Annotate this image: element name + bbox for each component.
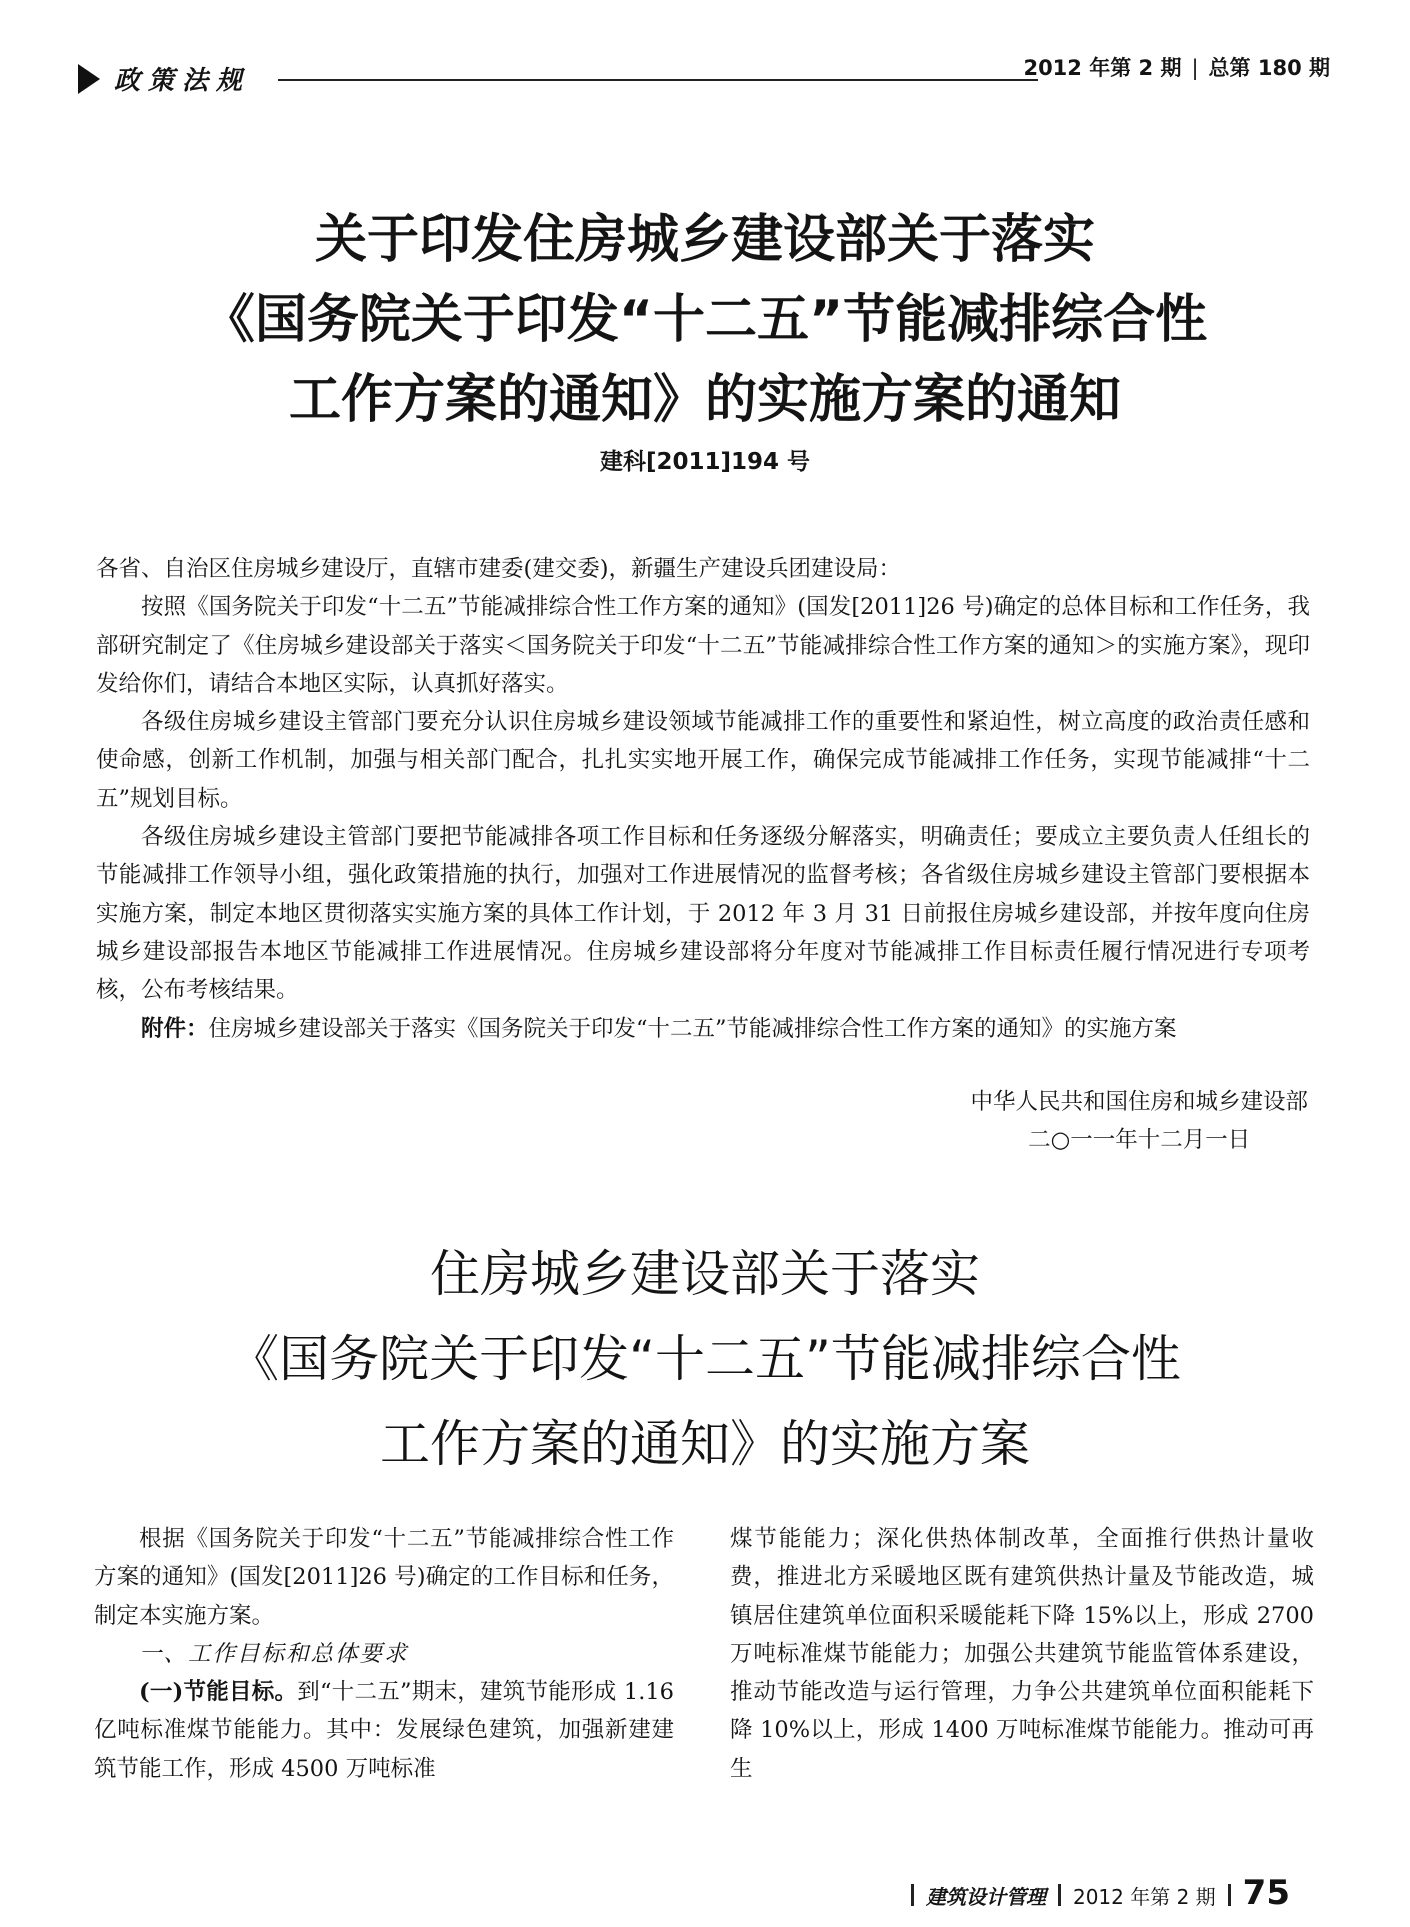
footer-divider bbox=[1058, 1884, 1061, 1906]
notice-title-line: 关于印发住房城乡建设部关于落实 bbox=[314, 210, 1095, 270]
section-arrow-icon bbox=[78, 64, 100, 94]
footer-issue: 2012 年第 2 期 bbox=[1072, 1885, 1216, 1909]
addressee: 各省、自治区住房城乡建设厅，直辖市建委(建交委)，新疆生产建设兵团建设局： bbox=[96, 556, 902, 582]
attachment-note bbox=[96, 1010, 1310, 1048]
footer-divider bbox=[911, 1884, 914, 1906]
page-number: 75 bbox=[1242, 1873, 1290, 1913]
notice-title-line: 工作方案的通知》的实施方案的通知 bbox=[288, 370, 1121, 430]
plan-title-line: 工作方案的通知》的实施方案 bbox=[380, 1415, 1030, 1473]
issue-label: 2012 年第 2 期 bbox=[1023, 56, 1182, 80]
plan-intro: 根据《国务院关于印发“十二五”节能减排综合性工作方案的通知》(国发[2011]26 号)确定的工作目标和任务，制定本实施方案。 bbox=[94, 1526, 674, 1629]
plan-title-line: 住房城乡建设部关于落实 bbox=[430, 1245, 980, 1303]
notice-title-line: 《国务院关于印发“十二五”节能减排综合性 bbox=[202, 290, 1208, 350]
issue-separator: | bbox=[1191, 56, 1199, 80]
notice-paragraph: 各级住房城乡建设主管部门要充分认识住房城乡建设领域节能减排工作的重要性和紧迫性，树立高度的政治责任感和使命感，创新工作机制，加强与相关部门配合，扎扎实实地开展工作，确保完成节能减排工作任务，实现节能减排“十二五”规划目标。 bbox=[96, 709, 1310, 812]
attachment-text: 住房城乡建设部关于落实《国务院关于印发“十二五”节能减排综合性工作方案的通知》的实施方案 bbox=[208, 1015, 1177, 1042]
section-title: 政策法规 bbox=[114, 66, 251, 96]
total-issue-label: 总第 180 期 bbox=[1208, 56, 1330, 80]
goal-paragraph bbox=[94, 1673, 674, 1788]
plan-title bbox=[0, 1232, 1410, 1487]
page-footer bbox=[905, 1870, 1290, 1913]
sign-date: 二○一一年十二月一日 bbox=[1028, 1127, 1251, 1154]
goal-text: 到“十二五”期末，建筑节能形成 1.16 亿吨标准煤节能能力。其中：发展绿色建筑，加强新建建筑节能工作，形成 4500 万吨标准 bbox=[94, 1679, 674, 1782]
issue-info bbox=[1023, 52, 1330, 82]
section-heading: 一、工作目标和总体要求 bbox=[139, 1640, 409, 1667]
notice-body bbox=[96, 550, 1310, 1048]
notice-title bbox=[0, 200, 1410, 440]
plan-right-column bbox=[730, 1520, 1314, 1788]
magazine-name: 建筑设计管理 bbox=[925, 1885, 1046, 1909]
plan-title-line: 《国务院关于印发“十二五”节能减排综合性 bbox=[229, 1330, 1181, 1388]
goal-label: (一)节能目标。 bbox=[139, 1679, 298, 1706]
continued-paragraph: 煤节能能力；深化供热体制改革，全面推行供热计量收费，推进北方采暖地区既有建筑供热计量及节能改造，城镇居住建筑单位面积采暖能耗下降 15%以上，形成 2700 万吨标准煤节能能力；加强公共建筑节能监管体系建设，推动节能改造与运行管理，力争公共建筑单位面积能耗下降 10%以上，形成 1400 万吨标准煤节能能力。推动可再生 bbox=[730, 1526, 1314, 1782]
signer: 中华人民共和国住房和城乡建设部 bbox=[970, 1089, 1308, 1115]
signature-block bbox=[970, 1083, 1308, 1160]
header-rule bbox=[278, 79, 1038, 81]
plan-left-column bbox=[94, 1520, 674, 1788]
notice-paragraph: 按照《国务院关于印发“十二五”节能减排综合性工作方案的通知》(国发[2011]26 号)确定的总体目标和工作任务，我部研究制定了《住房城乡建设部关于落实＜国务院关于印发“十二五”节能减排综合性工作方案的通知＞的实施方案》，现印发给你们，请结合本地区实际，认真抓好落实。 bbox=[96, 594, 1310, 697]
page-header bbox=[78, 48, 1330, 96]
attachment-label: 附件： bbox=[141, 1015, 209, 1042]
notice-paragraph: 各级住房城乡建设主管部门要把节能减排各项工作目标和任务逐级分解落实，明确责任；要成立主要负责人任组长的节能减排工作领导小组，强化政策措施的执行，加强对工作进展情况的监督考核；各省级住房城乡建设主管部门要根据本实施方案，制定本地区贯彻落实实施方案的具体工作计划，于 2012 年 3 月 31 日前报住房城乡建设部，并按年度向住房城乡建设部报告本地区节能减排工作进展情况。住房城乡建设部将分年度对节能减排工作目标责任履行情况进行专项考核，公布考核结果。 bbox=[96, 824, 1310, 1004]
footer-divider bbox=[1228, 1884, 1231, 1906]
document-number: 建科[2011]194 号 bbox=[599, 449, 811, 475]
